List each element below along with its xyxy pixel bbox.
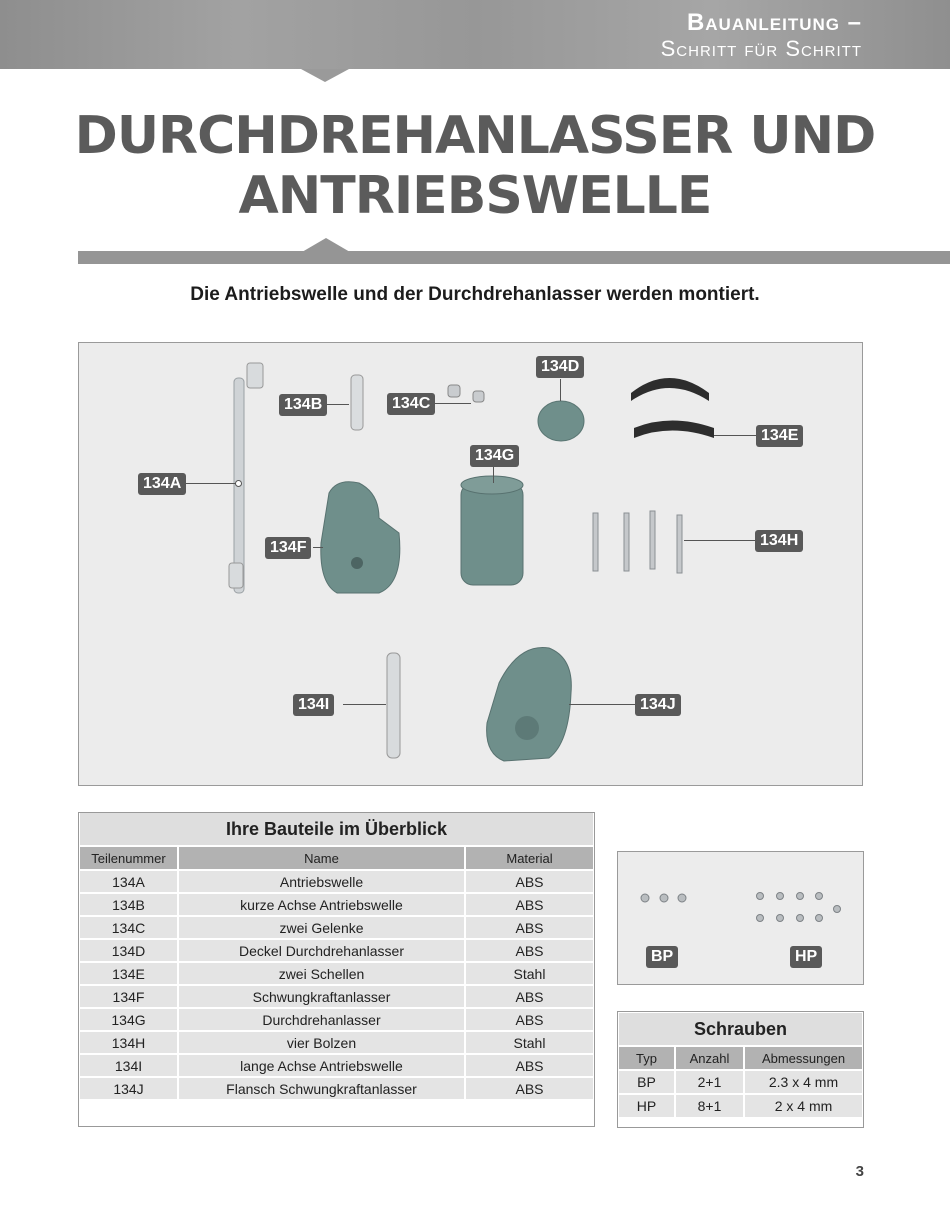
- page-title: [0, 106, 950, 226]
- cell-material: ABS: [465, 916, 594, 939]
- title-divider: [78, 251, 950, 264]
- part-134f-starter: [321, 482, 400, 593]
- callout-dot-134a: [235, 480, 242, 487]
- label-134i: 134I: [293, 694, 334, 716]
- part-134g-cylinder: [461, 476, 523, 585]
- callout-line-134c: [435, 403, 471, 404]
- cell-material: Stahl: [465, 1031, 594, 1054]
- cell-number: 134J: [79, 1077, 178, 1100]
- parts-header-material: Material: [465, 846, 594, 870]
- cell-material: ABS: [465, 870, 594, 893]
- label-134e: 134E: [756, 425, 803, 447]
- label-134j: 134J: [635, 694, 681, 716]
- parts-table-caption: Ihre Bauteile im Überblick: [79, 813, 594, 847]
- callout-line-134a: [186, 483, 238, 484]
- cell-material: ABS: [465, 1008, 594, 1031]
- label-134a: 134A: [138, 473, 186, 495]
- part-134e-clamps: [631, 378, 714, 438]
- cell-dimensions: 2.3 x 4 mm: [744, 1070, 863, 1094]
- screws-header-dimensions: Abmessungen: [744, 1046, 863, 1070]
- cell-name: Deckel Durchdrehanlasser: [178, 939, 465, 962]
- cell-count: 2+1: [675, 1070, 744, 1094]
- part-134c-joints: [448, 385, 484, 402]
- label-134g: 134G: [470, 445, 519, 467]
- cell-material: ABS: [465, 1054, 594, 1077]
- header-line-1: Bauanleitung –: [686, 9, 862, 36]
- cell-number: 134H: [79, 1031, 178, 1054]
- parts-header-name: Name: [178, 846, 465, 870]
- cell-name: Antriebswelle: [178, 870, 465, 893]
- label-hp: HP: [790, 946, 822, 968]
- header-line-2: Schritt für Schritt: [660, 36, 862, 61]
- screws-photo: [617, 851, 864, 985]
- cell-number: 134F: [79, 985, 178, 1008]
- callout-line-134b: [327, 404, 349, 405]
- cell-number: 134B: [79, 893, 178, 916]
- table-row: [79, 1031, 594, 1054]
- table-row: [79, 939, 594, 962]
- table-row: [79, 893, 594, 916]
- callout-line-134d: [560, 379, 561, 401]
- cell-number: 134G: [79, 1008, 178, 1031]
- cell-name: kurze Achse Antriebswelle: [178, 893, 465, 916]
- cell-count: 8+1: [675, 1094, 744, 1118]
- cell-type: HP: [618, 1094, 675, 1118]
- cell-material: Stahl: [465, 962, 594, 985]
- cell-type: BP: [618, 1070, 675, 1094]
- table-row: [79, 1077, 594, 1100]
- part-134h-bolts: [593, 511, 682, 573]
- part-134d-cap: [538, 401, 584, 441]
- screws-table: [617, 1011, 864, 1119]
- header-title: [661, 10, 862, 62]
- label-134h: 134H: [755, 530, 803, 552]
- divider-peak: [302, 238, 350, 252]
- part-134i-axle: [387, 653, 400, 758]
- part-134b-axle: [351, 375, 363, 430]
- callout-line-134i: [343, 704, 386, 705]
- header-notch: [301, 69, 349, 82]
- cell-name: Schwungkraftanlasser: [178, 985, 465, 1008]
- page-title-line-1: DURCHDREHANLASSER UND: [74, 106, 876, 166]
- cell-material: ABS: [465, 1077, 594, 1100]
- parts-header-number: Teilenummer: [79, 846, 178, 870]
- page-title-line-2: ANTRIEBSWELLE: [238, 166, 712, 226]
- callout-line-134g: [493, 465, 494, 483]
- table-row: [618, 1070, 863, 1094]
- parts-table: [78, 812, 595, 1101]
- hp-screws: [757, 893, 841, 922]
- cell-number: 134E: [79, 962, 178, 985]
- parts-photo: [78, 342, 863, 786]
- cell-name: zwei Gelenke: [178, 916, 465, 939]
- screws-table-caption: Schrauben: [618, 1012, 863, 1046]
- callout-line-134e: [714, 435, 756, 436]
- cell-number: 134A: [79, 870, 178, 893]
- subtitle: Die Antriebswelle und der Durchdrehanlasser werden montiert.: [190, 284, 760, 305]
- table-row: [618, 1094, 863, 1118]
- cell-name: lange Achse Antriebswelle: [178, 1054, 465, 1077]
- table-row: [79, 870, 594, 893]
- cell-number: 134D: [79, 939, 178, 962]
- cell-material: ABS: [465, 893, 594, 916]
- callout-line-134f: [313, 547, 323, 548]
- screws-header-type: Typ: [618, 1046, 675, 1070]
- cell-name: Flansch Schwungkraftanlasser: [178, 1077, 465, 1100]
- label-134b: 134B: [279, 394, 327, 416]
- cell-number: 134C: [79, 916, 178, 939]
- cell-name: zwei Schellen: [178, 962, 465, 985]
- table-row: [79, 916, 594, 939]
- part-134j-flange: [487, 647, 572, 761]
- screws-header-count: Anzahl: [675, 1046, 744, 1070]
- page-number: 3: [855, 1163, 864, 1180]
- table-row: [79, 985, 594, 1008]
- cell-name: vier Bolzen: [178, 1031, 465, 1054]
- label-bp: BP: [646, 946, 678, 968]
- table-row: [79, 1008, 594, 1031]
- label-134f: 134F: [265, 537, 311, 559]
- table-row: [79, 962, 594, 985]
- bp-screws: [641, 894, 686, 902]
- table-row: [79, 1054, 594, 1077]
- part-134a-shaft: [229, 363, 263, 593]
- label-134d: 134D: [536, 356, 584, 378]
- parts-illustration: [79, 343, 862, 785]
- label-134c: 134C: [387, 393, 435, 415]
- cell-name: Durchdrehanlasser: [178, 1008, 465, 1031]
- cell-material: ABS: [465, 939, 594, 962]
- callout-line-134h: [684, 540, 755, 541]
- callout-line-134j: [569, 704, 635, 705]
- cell-material: ABS: [465, 985, 594, 1008]
- cell-dimensions: 2 x 4 mm: [744, 1094, 863, 1118]
- cell-number: 134I: [79, 1054, 178, 1077]
